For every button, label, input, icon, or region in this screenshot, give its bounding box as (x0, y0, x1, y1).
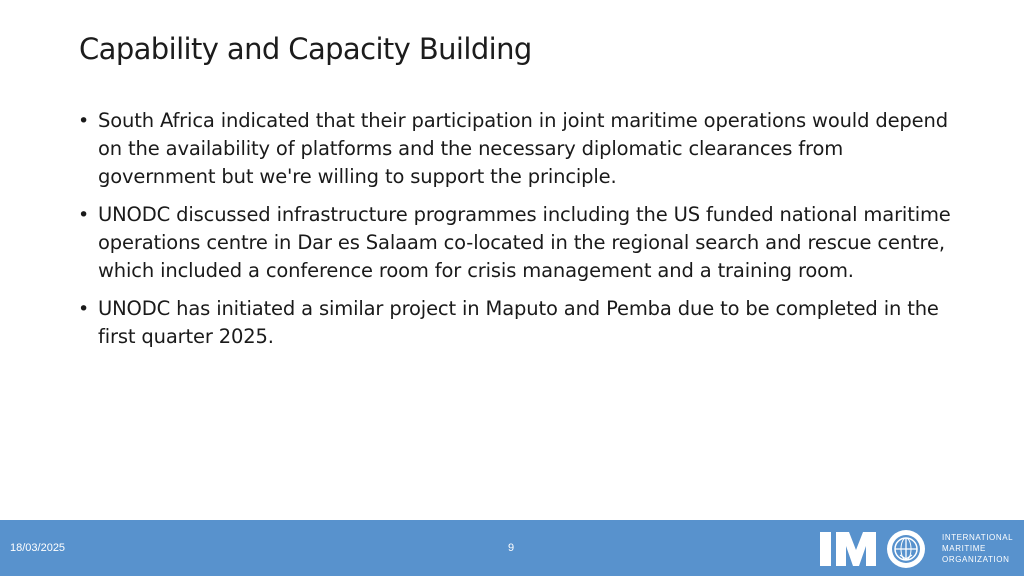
bullet-text: UNODC has initiated a similar project in Maputo and Pemba due to be completed in the first quarter 2025. (98, 297, 939, 348)
logo-line: MARITIME (942, 544, 986, 553)
page-number: 9 (508, 542, 515, 554)
bullet-text: South Africa indicated that their participation in joint maritime operations would depend on the availability of platforms and the necessary diplomatic clearances from government but we're willing to support the principle. (98, 109, 948, 188)
bullet-icon: • (78, 110, 90, 132)
imo-logo-text (942, 532, 1013, 565)
imo-logo-mark-icon (818, 528, 936, 570)
footer-bar (0, 520, 1024, 576)
bullet-icon: • (78, 204, 90, 226)
bullet-item (78, 201, 958, 285)
bullet-icon: • (78, 298, 90, 320)
bullet-list (78, 107, 958, 361)
bullet-item (78, 295, 958, 351)
bullet-item (78, 107, 958, 191)
imo-logo (818, 528, 1018, 570)
slide-title: Capability and Capacity Building (79, 32, 532, 66)
footer-date: 18/03/2025 (10, 542, 66, 554)
bullet-text: UNODC discussed infrastructure programmes including the US funded national maritime operations centre in Dar es Salaam co-located in the regional search and rescue centre, which included a conference room for crisis management and a training room. (98, 203, 951, 282)
logo-line: ORGANIZATION (942, 555, 1010, 564)
logo-line: INTERNATIONAL (942, 533, 1014, 542)
